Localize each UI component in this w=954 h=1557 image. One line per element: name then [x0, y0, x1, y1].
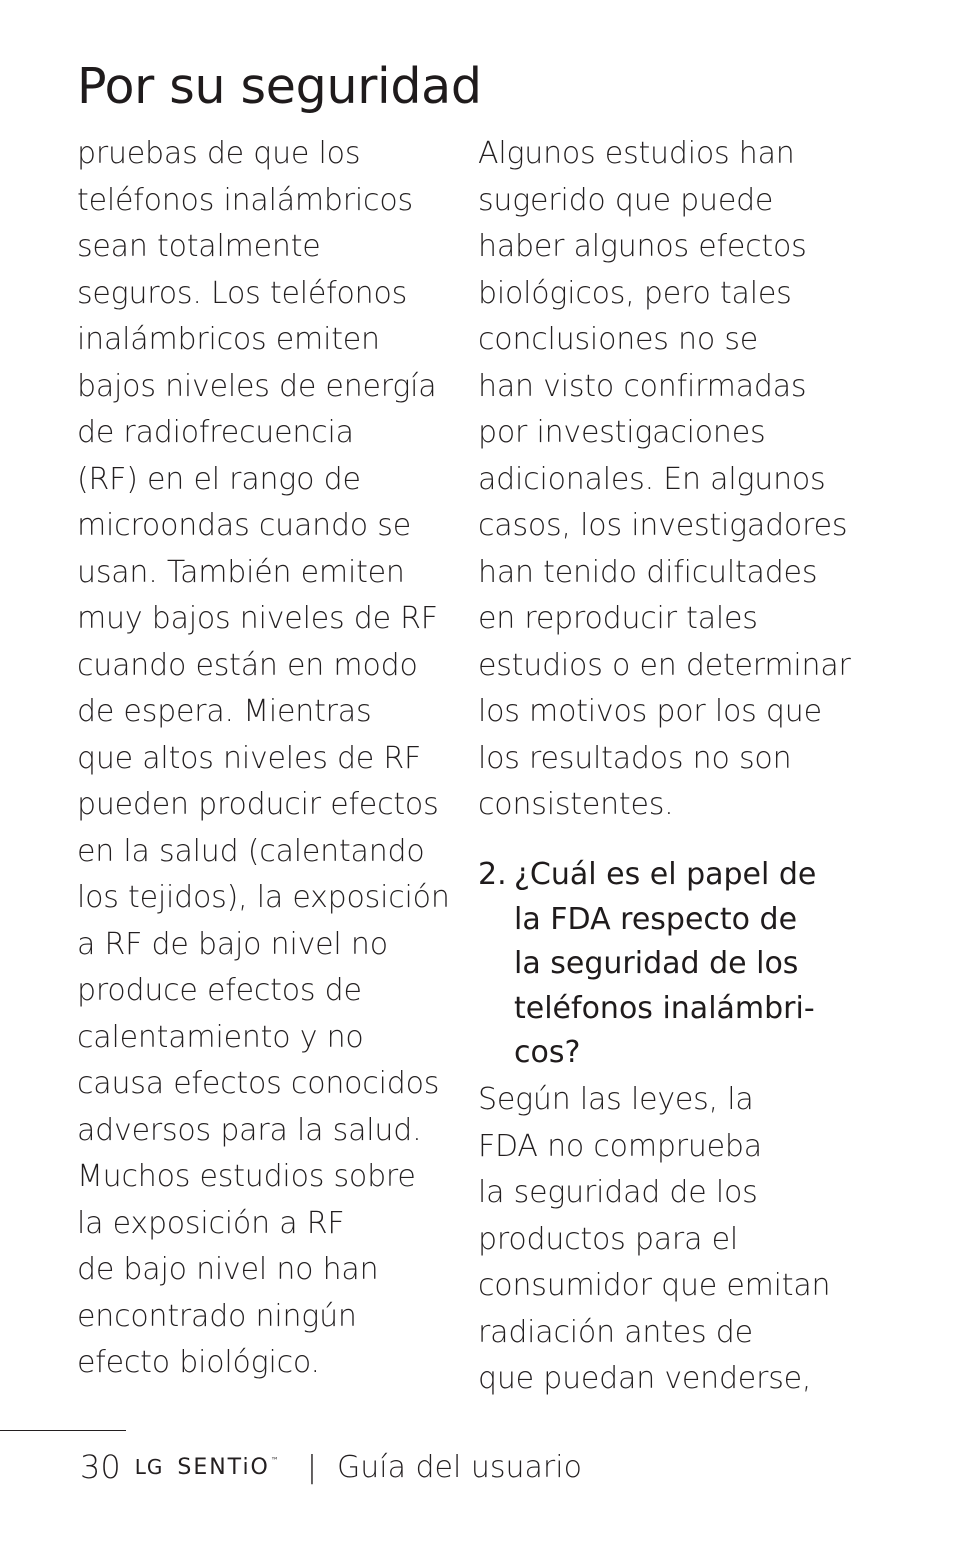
model-logo: SENTiO: [177, 1454, 270, 1480]
text-line: casos, los investigadores: [478, 508, 848, 543]
text-line: cuando están en modo: [77, 647, 418, 683]
question-number: 2.: [478, 857, 507, 892]
question-text: [514, 853, 816, 1076]
text-line: en reproducir tales: [478, 601, 758, 636]
text-line: han visto confirmadas: [478, 368, 807, 404]
text-line: en la salud (calentando: [77, 833, 425, 869]
page-footer: [80, 1442, 582, 1492]
text-line: calentamiento y no: [77, 1019, 364, 1055]
text-line: de espera. Mientras: [77, 694, 372, 729]
text-line: conclusiones no se: [478, 322, 759, 357]
text-line: causa efectos conocidos: [77, 1066, 440, 1101]
answer-text: [478, 1077, 878, 1403]
text-line: de radiofrecuencia: [77, 415, 354, 450]
question-line: la seguridad de los: [514, 946, 799, 981]
footer-rule: [0, 1430, 126, 1431]
text-line: muy bajos niveles de RF: [77, 601, 438, 636]
guide-label: Guía del usuario: [336, 1449, 582, 1485]
text-line: productos para el: [478, 1221, 738, 1257]
text-line: los motivos por los que: [478, 694, 822, 729]
text-line: teléfonos inalámbricos: [77, 182, 413, 218]
text-line: la seguridad de los: [478, 1175, 758, 1210]
question-line: teléfonos inalámbri-: [514, 990, 815, 1026]
text-line: sean totalmente: [77, 229, 321, 264]
text-line: consumidor que emitan: [478, 1268, 831, 1303]
text-line: radiación antes de: [478, 1314, 753, 1350]
text-line: pruebas de que los: [77, 136, 361, 171]
question-line: ¿Cuál es el papel de: [514, 857, 817, 892]
text-line: inalámbricos emiten: [77, 322, 380, 357]
text-line: biológicos, pero tales: [478, 275, 792, 311]
brand-logo: LG: [134, 1455, 164, 1479]
text-line: FDA no comprueba: [478, 1128, 762, 1164]
text-line: han tenido dificultades: [478, 554, 818, 590]
footer-separator: |: [306, 1449, 317, 1485]
text-line: a RF de bajo nivel no: [77, 926, 388, 962]
question-line: la FDA respecto de: [514, 901, 798, 937]
text-line: consistentes.: [478, 787, 674, 822]
text-line: (RF) en el rango de: [77, 461, 361, 497]
question-line: cos?: [514, 1035, 581, 1070]
trademark-mark: ™: [270, 1455, 279, 1465]
text-line: encontrado ningún: [77, 1298, 357, 1334]
text-line: usan. También emiten: [77, 554, 405, 590]
text-line: bajos niveles de energía: [77, 368, 437, 404]
text-line: adversos para la salud.: [77, 1112, 422, 1148]
text-line: pueden producir efectos: [77, 787, 439, 822]
text-line: que altos niveles de RF: [77, 740, 422, 776]
text-line: sugerido que puede: [478, 182, 774, 218]
text-line: la exposición a RF: [77, 1205, 345, 1241]
text-line: haber algunos efectos: [478, 229, 807, 264]
text-line: Según las leyes, la: [478, 1082, 754, 1117]
text-line: que puedan venderse,: [478, 1361, 812, 1396]
text-line: efecto biológico.: [77, 1345, 320, 1380]
text-line: adicionales. En algunos: [478, 461, 826, 497]
text-line: de bajo nivel no han: [77, 1252, 379, 1287]
page-number: 30: [80, 1448, 121, 1486]
text-line: Muchos estudios sobre: [77, 1159, 416, 1194]
text-line: los tejidos), la exposición: [77, 880, 450, 915]
left-text-column: [77, 131, 457, 1387]
text-line: estudios o en determinar: [478, 647, 851, 683]
page-title: Por su seguridad: [77, 58, 482, 115]
text-line: Algunos estudios han: [478, 136, 795, 171]
text-line: seguros. Los teléfonos: [77, 275, 408, 311]
text-line: microondas cuando se: [77, 508, 411, 543]
text-line: por investigaciones: [478, 415, 766, 450]
right-text-column: [478, 131, 878, 829]
text-line: produce efectos de: [77, 973, 362, 1008]
text-line: los resultados no son: [478, 740, 792, 776]
